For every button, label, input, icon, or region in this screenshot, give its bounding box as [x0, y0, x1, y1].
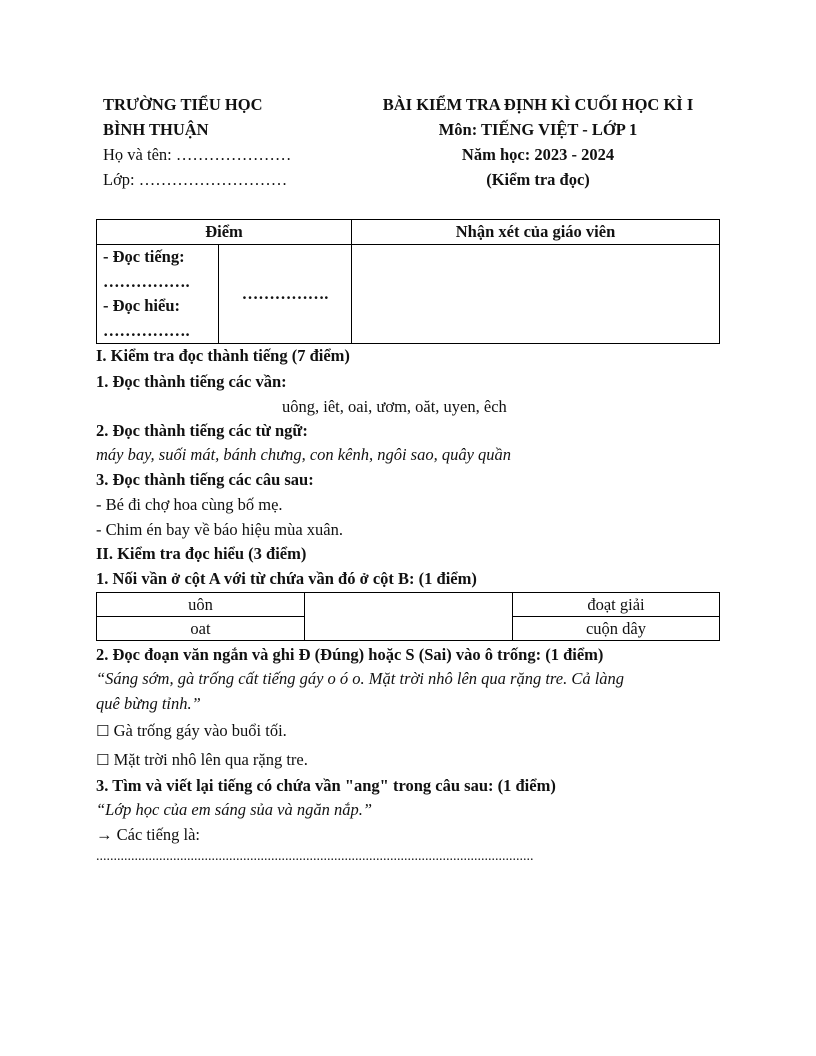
part2-q2-title: 2. Đọc đoạn văn ngắn và ghi Đ (Đúng) hoặc S (Sai) vào ô trống: (1 điểm) — [96, 645, 604, 664]
student-name-label: Họ và tên: ………………… — [103, 145, 292, 164]
part2-q2-passage-line1: “Sáng sớm, gà trống cất tiếng gáy o ó o. Mặt trời nhô lên qua rặng tre. Cả làng — [96, 669, 625, 688]
part1-q3-title: 3. Đọc thành tiếng các câu sau: — [96, 470, 314, 489]
school-name-line2: BÌNH THUẬN — [103, 120, 209, 139]
score-table — [96, 219, 720, 344]
answer-dotted-line[interactable]: ............................................................................................................................. — [96, 849, 534, 864]
reading-aloud-score-label: - Đọc tiếng: — [103, 247, 185, 266]
column-b-cell: cuộn dây — [513, 617, 720, 641]
reading-aloud-score-blank: ……………. — [103, 271, 190, 291]
matching-table — [96, 592, 720, 641]
reading-comprehension-score-label: - Đọc hiểu: — [103, 296, 180, 315]
exam-subject: Môn: TIẾNG VIỆT - LỚP 1 — [438, 120, 638, 139]
part1-q1-rhymes: uông, iêt, oai, ươm, oăt, uyen, êch — [282, 397, 507, 416]
score-table-header-row — [97, 220, 720, 245]
matching-gap-cell — [305, 593, 513, 641]
part1-q3-sentence1: - Bé đi chợ hoa cùng bố mẹ. — [96, 495, 283, 514]
part2-q2-passage-line2: quê bừng tỉnh.” — [96, 694, 201, 713]
score-breakdown-cell — [97, 245, 219, 344]
column-b-cell: đoạt giải — [513, 593, 720, 617]
checkbox[interactable]: ☐ — [96, 751, 110, 769]
part2-q3-title: 3. Tìm và viết lại tiếng có chứa vần "ang" trong câu sau: (1 điểm) — [96, 776, 556, 795]
column-a-cell: oat — [97, 617, 305, 641]
comment-column-header: Nhận xét của giáo viên — [352, 220, 720, 245]
exam-title: BÀI KIỂM TRA ĐỊNH KÌ CUỐI HỌC KÌ I — [382, 95, 694, 114]
part1-q2-title: 2. Đọc thành tiếng các từ ngữ: — [96, 421, 308, 440]
part1-title: I. Kiểm tra đọc thành tiếng (7 điểm) — [96, 346, 350, 365]
school-name-line1: TRƯỜNG TIỂU HỌC — [103, 95, 263, 114]
part1-q3-sentence2: - Chim én bay về báo hiệu mùa xuân. — [96, 520, 343, 539]
true-false-item-1 — [96, 721, 720, 741]
exam-type: (Kiểm tra đọc) — [486, 170, 590, 189]
total-score-blank: ……………. — [241, 284, 329, 303]
true-false-statement-1: Gà trống gáy vào buổi tối. — [109, 721, 287, 740]
part1-q2-words: máy bay, suối mát, bánh chưng, con kênh, ngôi sao, quây quần — [96, 445, 512, 464]
checkbox[interactable]: ☐ — [96, 722, 110, 740]
reading-comprehension-score-blank: ……………. — [103, 320, 190, 340]
part2-q1-title: 1. Nối vần ở cột A với từ chứa vần đó ở cột B: (1 điểm) — [96, 569, 477, 588]
teacher-comment-cell — [352, 245, 720, 344]
true-false-statement-2: Mặt trời nhô lên qua rặng tre. — [109, 750, 308, 769]
matching-row — [97, 593, 720, 617]
score-column-header: Điểm — [97, 220, 352, 245]
part2-title: II. Kiểm tra đọc hiểu (3 điểm) — [96, 544, 307, 563]
school-year: Năm học: 2023 - 2024 — [461, 145, 615, 164]
part2-q3-sentence: “Lớp học của em sáng sủa và ngăn nắp.” — [96, 800, 373, 819]
part2-q3-answer-label: → Các tiếng là: — [96, 825, 201, 844]
true-false-item-2 — [96, 750, 720, 770]
score-table-body-row — [97, 245, 720, 344]
class-label: Lớp: ……………………… — [103, 170, 288, 189]
total-score-cell — [219, 245, 352, 344]
part1-q1-title: 1. Đọc thành tiếng các vần: — [96, 372, 287, 391]
column-a-cell: uôn — [97, 593, 305, 617]
